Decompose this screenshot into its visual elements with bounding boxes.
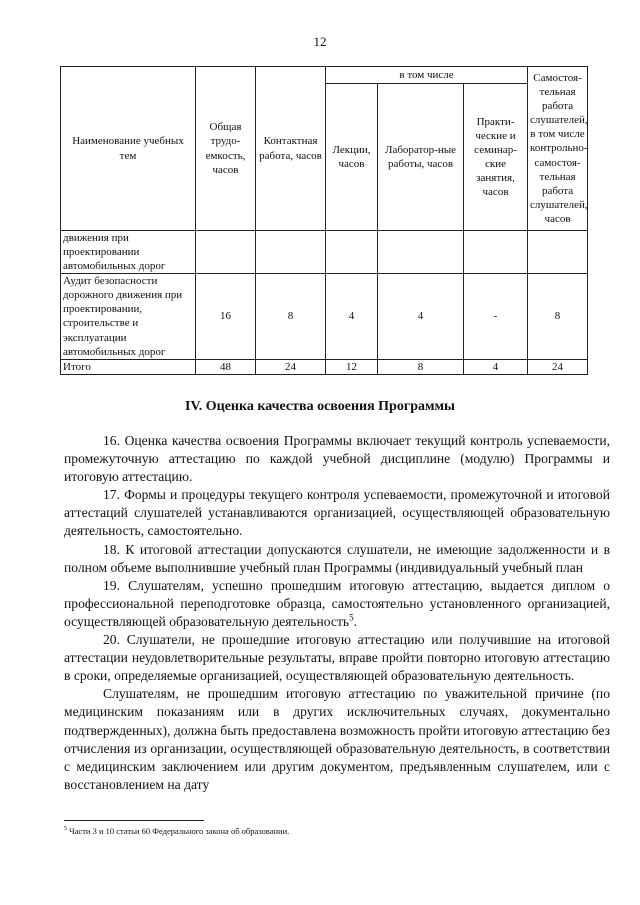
- labs-cell: 8: [378, 359, 464, 374]
- practice-cell: 4: [464, 359, 528, 374]
- self-study-cell: 24: [528, 359, 588, 374]
- practice-cell: [464, 231, 528, 274]
- lectures-cell: [326, 231, 378, 274]
- total-cell: 16: [196, 274, 256, 359]
- topic-name-cell: Аудит безопасности дорожного движения при проектировании, строительстве и эксплуатации автомобильных дорог: [61, 274, 196, 359]
- lectures-cell: 12: [326, 359, 378, 374]
- header-topic-name: Наименование учебных тем: [61, 67, 196, 231]
- header-labs: Лаборатор-ные работы, часов: [378, 84, 464, 231]
- labs-cell: 4: [378, 274, 464, 359]
- lectures-cell: 4: [326, 274, 378, 359]
- table-row: [61, 274, 588, 359]
- curriculum-table: [60, 66, 588, 375]
- page-number: 12: [313, 34, 327, 49]
- table-row: [61, 231, 588, 274]
- total-cell: [196, 231, 256, 274]
- paragraph-19-end: .: [353, 613, 357, 629]
- paragraph-20: 20. Слушатели, не прошедшие итоговую аттестацию или получившие на итоговой аттестации неудовлетворительные результаты, вправе пройти повторно итоговую аттестацию в сроки, определяемые организацией, осуществляющей образовательную деятельность.: [64, 632, 610, 684]
- paragraph-19: [64, 577, 610, 631]
- contact-cell: 24: [256, 359, 326, 374]
- labs-cell: [378, 231, 464, 274]
- topic-name-cell: движения при проектировании автомобильных дорог: [61, 231, 196, 274]
- header-lectures: Лекции, часов: [326, 84, 378, 231]
- self-study-cell: 8: [528, 274, 588, 359]
- total-cell: 48: [196, 359, 256, 374]
- paragraph-21: Слушателям, не прошедшим итоговую аттестацию по уважительной причине (по медицинским показаниям или в других исключительных случаях, документально подтвержденных), должна быть предоставлена возможность пройти итоговую аттестацию без отчисления из организации, осуществляющей образовательную деятельность, в соответствии с медицинским заключением или другим документом, предъявленным слушателем, или с восстановлением на дату: [64, 686, 610, 792]
- header-including: в том числе: [326, 67, 528, 84]
- paragraph-18: 18. К итоговой аттестации допускаются слушатели, не имеющие задолженности и в полном объеме выполнившие учебный план Программы (индивидуальный учебный план: [64, 541, 610, 575]
- footnote-number: 5: [64, 826, 67, 833]
- total-label-cell: Итого: [61, 359, 196, 374]
- section-title: IV. Оценка качества освоения Программы: [185, 399, 455, 414]
- header-self-study: Самостоя-тельная работа слушателей, в том числе контрольно-самостоя-тельная работа слушателей, часов: [528, 67, 588, 231]
- table-total-row: [61, 359, 588, 374]
- header-total-hours: Общая трудо-емкость, часов: [196, 67, 256, 231]
- footnote-text: Части 3 и 10 статьи 60 Федерального закона об образовании.: [69, 826, 290, 836]
- paragraph-16: 16. Оценка качества освоения Программы включает текущий контроль успеваемости, промежуточную аттестацию по каждой учебной дисциплине (модулю) Программы и итоговую аттестацию.: [64, 433, 610, 485]
- header-practice: Практи-ческие и семинар-ские занятия, часов: [464, 84, 528, 231]
- paragraph-19-text: 19. Слушателям, успешно прошедшим итоговую аттестацию, выдается диплом о профессиональной переподготовке образца, самостоятельно установленного организацией, осуществляющей образовательную деятельность: [64, 577, 610, 629]
- footnote-reference[interactable]: 5: [349, 612, 354, 623]
- footnote: [64, 826, 610, 836]
- body-text: [64, 432, 610, 794]
- contact-cell: [256, 231, 326, 274]
- practice-cell: -: [464, 274, 528, 359]
- header-contact-hours: Контактная работа, часов: [256, 67, 326, 231]
- footnote-divider: [64, 820, 204, 821]
- paragraph-17: 17. Формы и процедуры текущего контроля успеваемости, промежуточной и итоговой аттестаций слушателей устанавливаются организацией, осуществляющей образовательную деятельность, самостоятельно.: [64, 487, 610, 539]
- contact-cell: 8: [256, 274, 326, 359]
- self-study-cell: [528, 231, 588, 274]
